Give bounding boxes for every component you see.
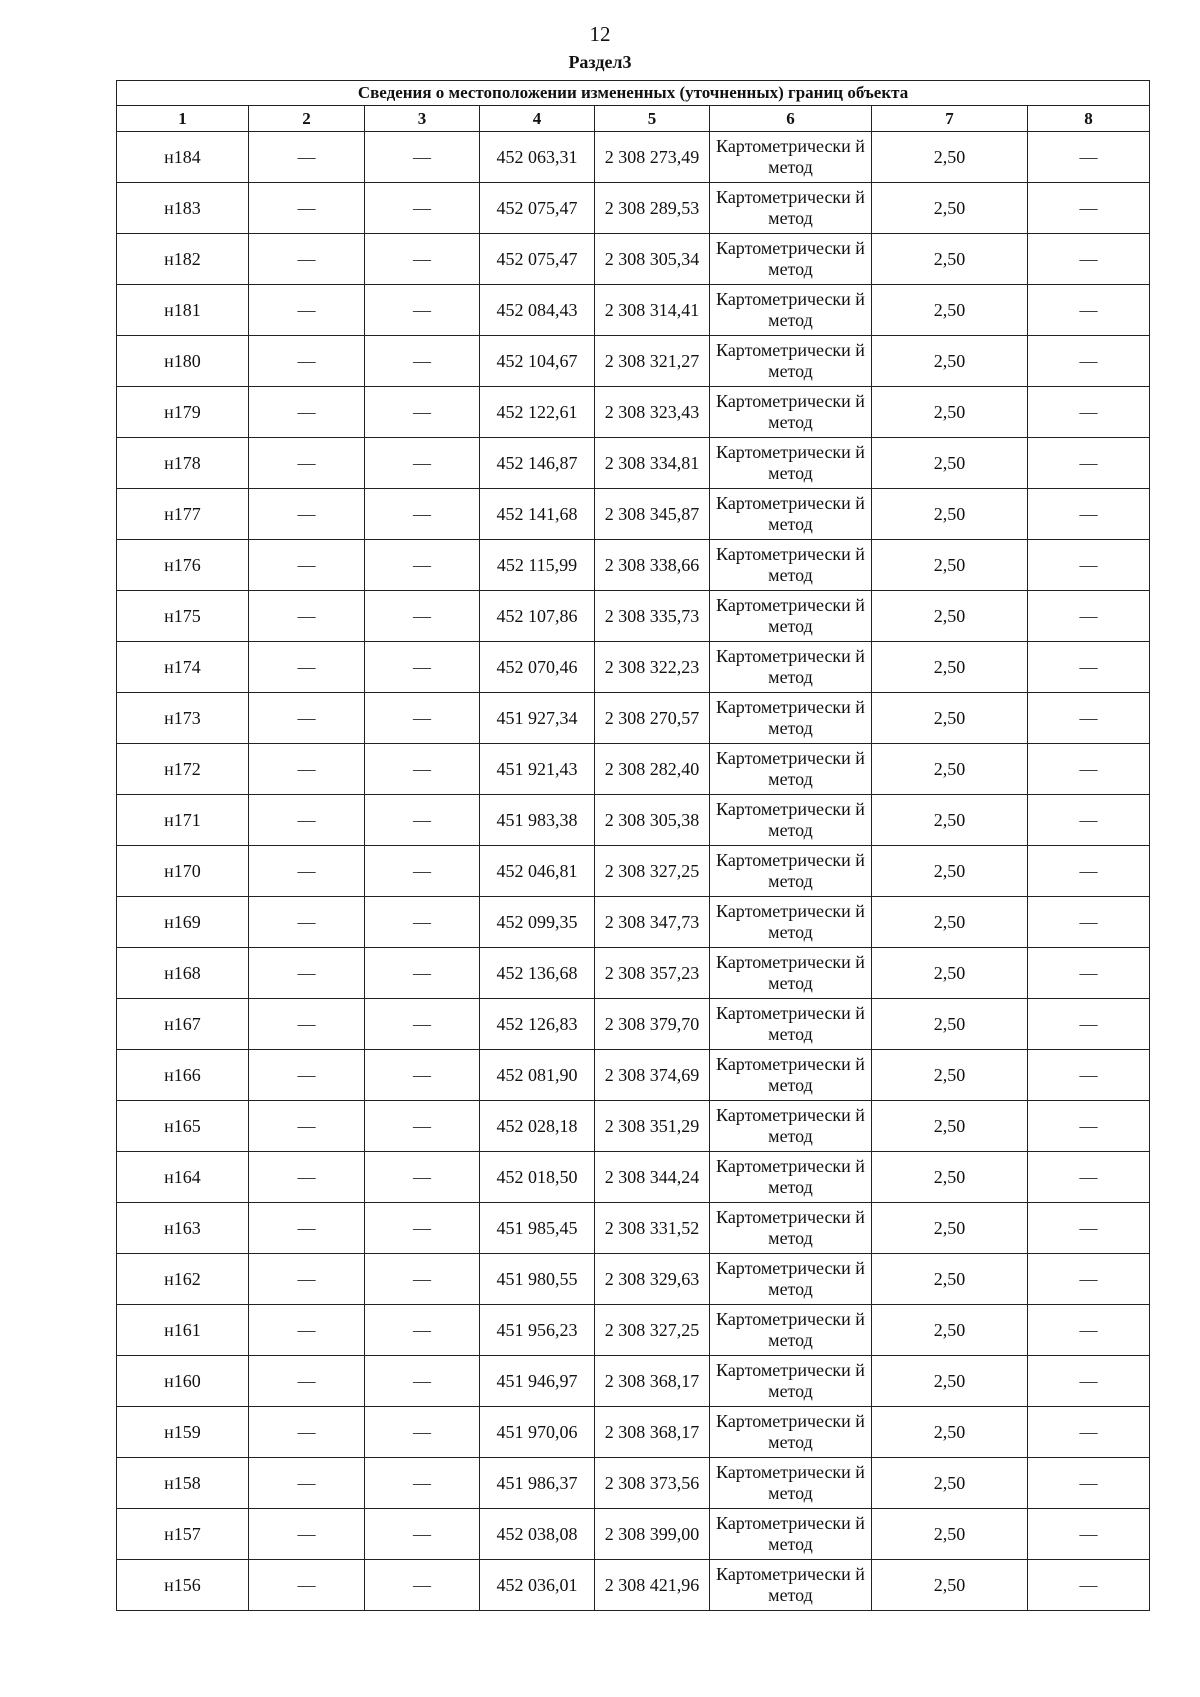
col3-cell: — [365, 642, 480, 693]
y-coordinate-cell: 2 308 351,29 [595, 1101, 710, 1152]
col8-cell: — [1028, 1101, 1150, 1152]
accuracy-cell: 2,50 [872, 489, 1028, 540]
col2-cell: — [249, 387, 365, 438]
point-name-cell: н172 [117, 744, 249, 795]
column-number: 5 [595, 106, 710, 132]
table-title: Сведения о местоположении измененных (уточненных) границ объекта [117, 81, 1150, 106]
col8-cell: — [1028, 1305, 1150, 1356]
col3-cell: — [365, 1050, 480, 1101]
col3-cell: — [365, 387, 480, 438]
accuracy-cell: 2,50 [872, 1101, 1028, 1152]
table-row [117, 1305, 1150, 1356]
accuracy-cell: 2,50 [872, 948, 1028, 999]
col2-cell: — [249, 132, 365, 183]
column-number: 7 [872, 106, 1028, 132]
col2-cell: — [249, 1152, 365, 1203]
table-row [117, 540, 1150, 591]
col2-cell: — [249, 591, 365, 642]
column-number: 2 [249, 106, 365, 132]
column-number: 1 [117, 106, 249, 132]
y-coordinate-cell: 2 308 421,96 [595, 1560, 710, 1611]
method-cell: Картометрически й метод [710, 1560, 872, 1611]
col3-cell: — [365, 1509, 480, 1560]
method-cell: Картометрически й метод [710, 489, 872, 540]
col3-cell: — [365, 183, 480, 234]
col3-cell: — [365, 795, 480, 846]
table-row [117, 1509, 1150, 1560]
x-coordinate-cell: 452 136,68 [480, 948, 595, 999]
col8-cell: — [1028, 285, 1150, 336]
y-coordinate-cell: 2 308 373,56 [595, 1458, 710, 1509]
col8-cell: — [1028, 1509, 1150, 1560]
accuracy-cell: 2,50 [872, 1050, 1028, 1101]
point-name-cell: н169 [117, 897, 249, 948]
y-coordinate-cell: 2 308 379,70 [595, 999, 710, 1050]
col2-cell: — [249, 336, 365, 387]
method-cell: Картометрически й метод [710, 132, 872, 183]
col3-cell: — [365, 1152, 480, 1203]
accuracy-cell: 2,50 [872, 1203, 1028, 1254]
y-coordinate-cell: 2 308 323,43 [595, 387, 710, 438]
col8-cell: — [1028, 795, 1150, 846]
table-row [117, 846, 1150, 897]
accuracy-cell: 2,50 [872, 438, 1028, 489]
table-row [117, 1050, 1150, 1101]
method-cell: Картометрически й метод [710, 540, 872, 591]
col3-cell: — [365, 1203, 480, 1254]
accuracy-cell: 2,50 [872, 591, 1028, 642]
col8-cell: — [1028, 1254, 1150, 1305]
col8-cell: — [1028, 1152, 1150, 1203]
y-coordinate-cell: 2 308 273,49 [595, 132, 710, 183]
accuracy-cell: 2,50 [872, 744, 1028, 795]
table-row [117, 1254, 1150, 1305]
col2-cell: — [249, 897, 365, 948]
col2-cell: — [249, 183, 365, 234]
method-cell: Картометрически й метод [710, 1305, 872, 1356]
col8-cell: — [1028, 999, 1150, 1050]
x-coordinate-cell: 452 075,47 [480, 234, 595, 285]
col8-cell: — [1028, 387, 1150, 438]
col8-cell: — [1028, 1050, 1150, 1101]
x-coordinate-cell: 452 070,46 [480, 642, 595, 693]
col8-cell: — [1028, 438, 1150, 489]
point-name-cell: н158 [117, 1458, 249, 1509]
col2-cell: — [249, 999, 365, 1050]
point-name-cell: н167 [117, 999, 249, 1050]
accuracy-cell: 2,50 [872, 132, 1028, 183]
col3-cell: — [365, 744, 480, 795]
point-name-cell: н157 [117, 1509, 249, 1560]
y-coordinate-cell: 2 308 321,27 [595, 336, 710, 387]
table-row [117, 387, 1150, 438]
y-coordinate-cell: 2 308 329,63 [595, 1254, 710, 1305]
point-name-cell: н184 [117, 132, 249, 183]
table-row [117, 234, 1150, 285]
x-coordinate-cell: 452 146,87 [480, 438, 595, 489]
point-name-cell: н163 [117, 1203, 249, 1254]
col3-cell: — [365, 285, 480, 336]
col2-cell: — [249, 234, 365, 285]
col8-cell: — [1028, 1560, 1150, 1611]
col2-cell: — [249, 1458, 365, 1509]
accuracy-cell: 2,50 [872, 1152, 1028, 1203]
col2-cell: — [249, 1101, 365, 1152]
y-coordinate-cell: 2 308 314,41 [595, 285, 710, 336]
x-coordinate-cell: 452 018,50 [480, 1152, 595, 1203]
col8-cell: — [1028, 1407, 1150, 1458]
accuracy-cell: 2,50 [872, 1356, 1028, 1407]
col2-cell: — [249, 1560, 365, 1611]
x-coordinate-cell: 451 946,97 [480, 1356, 595, 1407]
accuracy-cell: 2,50 [872, 1407, 1028, 1458]
method-cell: Картометрически й метод [710, 693, 872, 744]
table-row [117, 693, 1150, 744]
col3-cell: — [365, 1560, 480, 1611]
point-name-cell: н173 [117, 693, 249, 744]
x-coordinate-cell: 451 985,45 [480, 1203, 595, 1254]
y-coordinate-cell: 2 308 305,34 [595, 234, 710, 285]
y-coordinate-cell: 2 308 368,17 [595, 1407, 710, 1458]
col8-cell: — [1028, 336, 1150, 387]
table-row [117, 744, 1150, 795]
x-coordinate-cell: 451 986,37 [480, 1458, 595, 1509]
table-row [117, 1356, 1150, 1407]
y-coordinate-cell: 2 308 399,00 [595, 1509, 710, 1560]
y-coordinate-cell: 2 308 345,87 [595, 489, 710, 540]
table-row [117, 1407, 1150, 1458]
point-name-cell: н168 [117, 948, 249, 999]
x-coordinate-cell: 451 921,43 [480, 744, 595, 795]
method-cell: Картометрически й метод [710, 1509, 872, 1560]
col3-cell: — [365, 132, 480, 183]
col8-cell: — [1028, 897, 1150, 948]
col2-cell: — [249, 1203, 365, 1254]
accuracy-cell: 2,50 [872, 999, 1028, 1050]
x-coordinate-cell: 452 075,47 [480, 183, 595, 234]
accuracy-cell: 2,50 [872, 1509, 1028, 1560]
column-number: 4 [480, 106, 595, 132]
point-name-cell: н162 [117, 1254, 249, 1305]
col8-cell: — [1028, 183, 1150, 234]
col2-cell: — [249, 1407, 365, 1458]
x-coordinate-cell: 452 126,83 [480, 999, 595, 1050]
x-coordinate-cell: 452 063,31 [480, 132, 595, 183]
accuracy-cell: 2,50 [872, 693, 1028, 744]
col3-cell: — [365, 1458, 480, 1509]
col3-cell: — [365, 1407, 480, 1458]
accuracy-cell: 2,50 [872, 795, 1028, 846]
y-coordinate-cell: 2 308 282,40 [595, 744, 710, 795]
column-number: 8 [1028, 106, 1150, 132]
table-row [117, 1152, 1150, 1203]
point-name-cell: н170 [117, 846, 249, 897]
point-name-cell: н176 [117, 540, 249, 591]
x-coordinate-cell: 452 036,01 [480, 1560, 595, 1611]
col2-cell: — [249, 438, 365, 489]
x-coordinate-cell: 452 122,61 [480, 387, 595, 438]
y-coordinate-cell: 2 308 347,73 [595, 897, 710, 948]
col3-cell: — [365, 1356, 480, 1407]
col3-cell: — [365, 1101, 480, 1152]
accuracy-cell: 2,50 [872, 1560, 1028, 1611]
method-cell: Картометрически й метод [710, 948, 872, 999]
table-row [117, 795, 1150, 846]
point-name-cell: н161 [117, 1305, 249, 1356]
y-coordinate-cell: 2 308 322,23 [595, 642, 710, 693]
col3-cell: — [365, 234, 480, 285]
accuracy-cell: 2,50 [872, 285, 1028, 336]
section-title: Раздел3 [568, 52, 632, 72]
table-row [117, 591, 1150, 642]
y-coordinate-cell: 2 308 335,73 [595, 591, 710, 642]
col2-cell: — [249, 1254, 365, 1305]
point-name-cell: н183 [117, 183, 249, 234]
y-coordinate-cell: 2 308 327,25 [595, 846, 710, 897]
col8-cell: — [1028, 1203, 1150, 1254]
x-coordinate-cell: 451 980,55 [480, 1254, 595, 1305]
col8-cell: — [1028, 1356, 1150, 1407]
col2-cell: — [249, 1305, 365, 1356]
table-row [117, 183, 1150, 234]
x-coordinate-cell: 452 028,18 [480, 1101, 595, 1152]
accuracy-cell: 2,50 [872, 1305, 1028, 1356]
point-name-cell: н174 [117, 642, 249, 693]
table-row [117, 1101, 1150, 1152]
accuracy-cell: 2,50 [872, 1254, 1028, 1305]
col2-cell: — [249, 285, 365, 336]
table-row [117, 1560, 1150, 1611]
col3-cell: — [365, 1254, 480, 1305]
col2-cell: — [249, 642, 365, 693]
x-coordinate-cell: 452 038,08 [480, 1509, 595, 1560]
method-cell: Картометрически й метод [710, 234, 872, 285]
method-cell: Картометрически й метод [710, 591, 872, 642]
method-cell: Картометрически й метод [710, 336, 872, 387]
col3-cell: — [365, 1305, 480, 1356]
point-name-cell: н164 [117, 1152, 249, 1203]
accuracy-cell: 2,50 [872, 897, 1028, 948]
col8-cell: — [1028, 489, 1150, 540]
point-name-cell: н166 [117, 1050, 249, 1101]
col8-cell: — [1028, 642, 1150, 693]
table-row [117, 285, 1150, 336]
method-cell: Картометрически й метод [710, 1050, 872, 1101]
col3-cell: — [365, 897, 480, 948]
accuracy-cell: 2,50 [872, 846, 1028, 897]
page-number: 12 [589, 22, 611, 46]
col2-cell: — [249, 795, 365, 846]
col2-cell: — [249, 1356, 365, 1407]
col2-cell: — [249, 744, 365, 795]
col3-cell: — [365, 438, 480, 489]
col2-cell: — [249, 948, 365, 999]
table-row [117, 438, 1150, 489]
point-name-cell: н182 [117, 234, 249, 285]
method-cell: Картометрически й метод [710, 1254, 872, 1305]
table-row [117, 999, 1150, 1050]
col3-cell: — [365, 336, 480, 387]
col3-cell: — [365, 591, 480, 642]
col2-cell: — [249, 489, 365, 540]
table-row [117, 642, 1150, 693]
point-name-cell: н178 [117, 438, 249, 489]
point-name-cell: н177 [117, 489, 249, 540]
accuracy-cell: 2,50 [872, 540, 1028, 591]
col3-cell: — [365, 999, 480, 1050]
method-cell: Картометрически й метод [710, 387, 872, 438]
x-coordinate-cell: 451 956,23 [480, 1305, 595, 1356]
col8-cell: — [1028, 693, 1150, 744]
point-name-cell: н165 [117, 1101, 249, 1152]
x-coordinate-cell: 451 970,06 [480, 1407, 595, 1458]
y-coordinate-cell: 2 308 270,57 [595, 693, 710, 744]
y-coordinate-cell: 2 308 327,25 [595, 1305, 710, 1356]
column-number-row [117, 106, 1150, 132]
method-cell: Картометрически й метод [710, 744, 872, 795]
boundary-table [116, 80, 1150, 1611]
col3-cell: — [365, 489, 480, 540]
col2-cell: — [249, 846, 365, 897]
col8-cell: — [1028, 234, 1150, 285]
method-cell: Картометрически й метод [710, 1203, 872, 1254]
point-name-cell: н159 [117, 1407, 249, 1458]
table-row [117, 1203, 1150, 1254]
x-coordinate-cell: 452 099,35 [480, 897, 595, 948]
point-name-cell: н179 [117, 387, 249, 438]
table-row [117, 1458, 1150, 1509]
method-cell: Картометрически й метод [710, 897, 872, 948]
point-name-cell: н175 [117, 591, 249, 642]
column-number: 6 [710, 106, 872, 132]
table-row [117, 948, 1150, 999]
y-coordinate-cell: 2 308 334,81 [595, 438, 710, 489]
method-cell: Картометрически й метод [710, 999, 872, 1050]
method-cell: Картометрически й метод [710, 438, 872, 489]
method-cell: Картометрически й метод [710, 1458, 872, 1509]
y-coordinate-cell: 2 308 357,23 [595, 948, 710, 999]
col8-cell: — [1028, 132, 1150, 183]
accuracy-cell: 2,50 [872, 387, 1028, 438]
x-coordinate-cell: 452 104,67 [480, 336, 595, 387]
method-cell: Картометрически й метод [710, 1407, 872, 1458]
method-cell: Картометрически й метод [710, 285, 872, 336]
col8-cell: — [1028, 591, 1150, 642]
x-coordinate-cell: 451 927,34 [480, 693, 595, 744]
x-coordinate-cell: 452 046,81 [480, 846, 595, 897]
x-coordinate-cell: 452 107,86 [480, 591, 595, 642]
table-row [117, 132, 1150, 183]
col3-cell: — [365, 540, 480, 591]
point-name-cell: н181 [117, 285, 249, 336]
x-coordinate-cell: 451 983,38 [480, 795, 595, 846]
x-coordinate-cell: 452 084,43 [480, 285, 595, 336]
method-cell: Картометрически й метод [710, 1101, 872, 1152]
col8-cell: — [1028, 948, 1150, 999]
method-cell: Картометрически й метод [710, 642, 872, 693]
method-cell: Картометрически й метод [710, 795, 872, 846]
x-coordinate-cell: 452 141,68 [480, 489, 595, 540]
col2-cell: — [249, 1509, 365, 1560]
table-row [117, 897, 1150, 948]
column-number: 3 [365, 106, 480, 132]
y-coordinate-cell: 2 308 374,69 [595, 1050, 710, 1101]
y-coordinate-cell: 2 308 305,38 [595, 795, 710, 846]
y-coordinate-cell: 2 308 368,17 [595, 1356, 710, 1407]
col8-cell: — [1028, 540, 1150, 591]
accuracy-cell: 2,50 [872, 1458, 1028, 1509]
accuracy-cell: 2,50 [872, 642, 1028, 693]
col3-cell: — [365, 693, 480, 744]
table-row [117, 489, 1150, 540]
accuracy-cell: 2,50 [872, 336, 1028, 387]
accuracy-cell: 2,50 [872, 234, 1028, 285]
point-name-cell: н171 [117, 795, 249, 846]
col3-cell: — [365, 948, 480, 999]
y-coordinate-cell: 2 308 338,66 [595, 540, 710, 591]
point-name-cell: н156 [117, 1560, 249, 1611]
col2-cell: — [249, 1050, 365, 1101]
point-name-cell: н180 [117, 336, 249, 387]
table-row [117, 336, 1150, 387]
col8-cell: — [1028, 1458, 1150, 1509]
col3-cell: — [365, 846, 480, 897]
y-coordinate-cell: 2 308 344,24 [595, 1152, 710, 1203]
accuracy-cell: 2,50 [872, 183, 1028, 234]
point-name-cell: н160 [117, 1356, 249, 1407]
y-coordinate-cell: 2 308 331,52 [595, 1203, 710, 1254]
col8-cell: — [1028, 744, 1150, 795]
method-cell: Картометрически й метод [710, 1152, 872, 1203]
y-coordinate-cell: 2 308 289,53 [595, 183, 710, 234]
col2-cell: — [249, 693, 365, 744]
x-coordinate-cell: 452 081,90 [480, 1050, 595, 1101]
method-cell: Картометрически й метод [710, 846, 872, 897]
method-cell: Картометрически й метод [710, 183, 872, 234]
col8-cell: — [1028, 846, 1150, 897]
col2-cell: — [249, 540, 365, 591]
method-cell: Картометрически й метод [710, 1356, 872, 1407]
x-coordinate-cell: 452 115,99 [480, 540, 595, 591]
